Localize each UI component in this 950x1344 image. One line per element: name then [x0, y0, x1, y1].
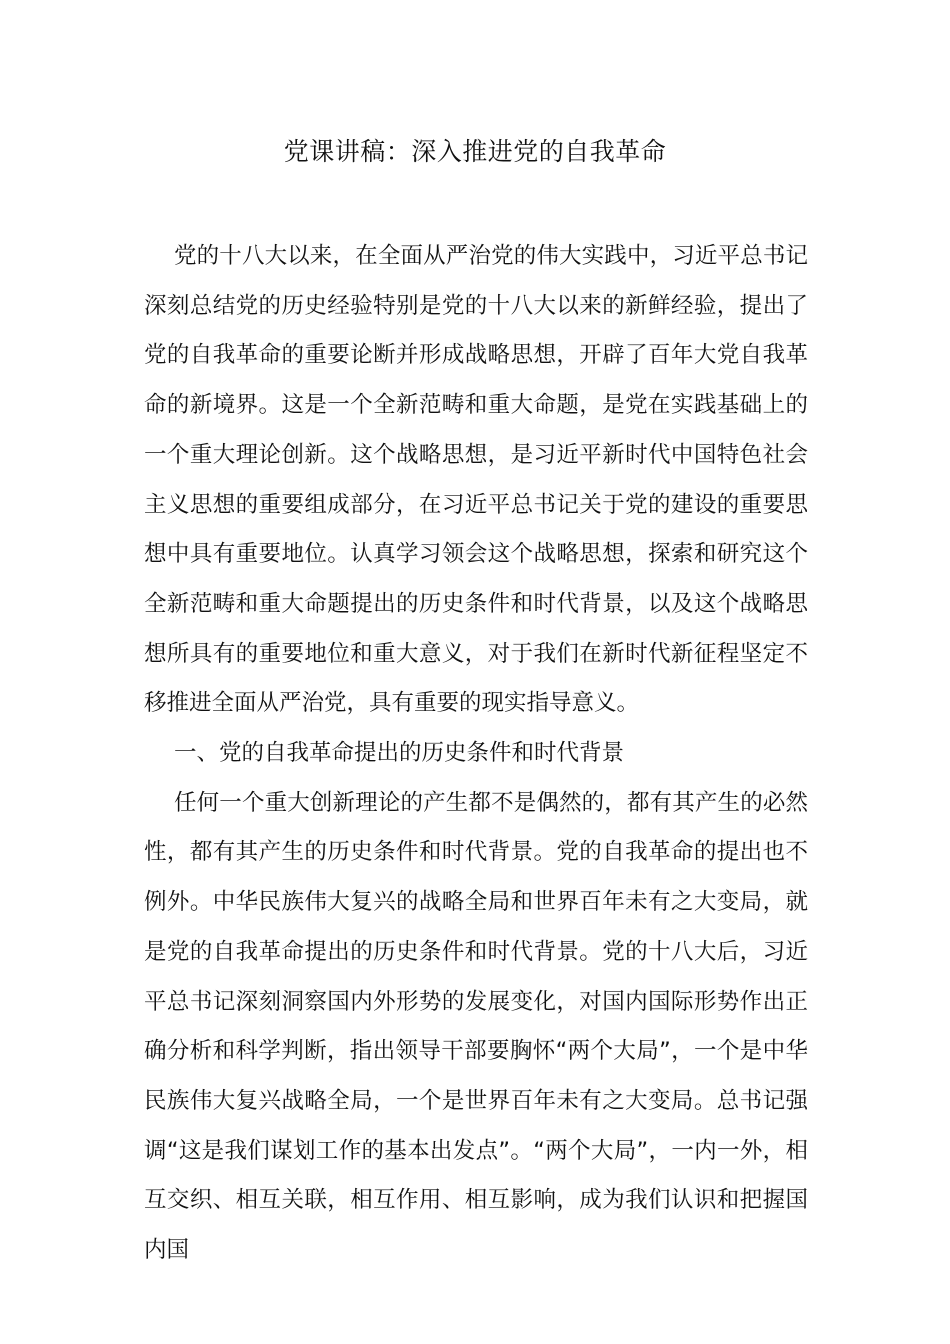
- intro-paragraph: 党的十八大以来，在全面从严治党的伟大实践中，习近平总书记深刻总结党的历史经验特别是党的十八大以来的新鲜经验，提出了党的自我革命的重要论断并形成战略思想，开辟了百年大党自我革命的新境界。这是一个全新范畴和重大命题，是党在实践基础上的一个重大理论创新。这个战略思想，是习近平新时代中国特色社会主义思想的重要组成部分，在习近平总书记关于党的建设的重要思想中具有重要地位。认真学习领会这个战略思想，探索和研究这个全新范畴和重大命题提出的历史条件和时代背景，以及这个战略思想所具有的重要地位和重大意义，对于我们在新时代新征程坚定不移推进全面从严治党，具有重要的现实指导意义。: [144, 243, 808, 717]
- document-body: [144, 232, 808, 1276]
- section-paragraph: 任何一个重大创新理论的产生都不是偶然的，都有其产生的必然性，都有其产生的历史条件和时代背景。党的自我革命的提出也不例外。中华民族伟大复兴的战略全局和世界百年未有之大变局，就是党的自我革命提出的历史条件和时代背景。党的十八大后，习近平总书记深刻洞察国内外形势的发展变化，对国内国际形势作出正确分析和科学判断，指出领导干部要胸怀“两个大局”，一个是中华民族伟大复兴战略全局，一个是世界百年未有之大变局。总书记强调“这是我们谋划工作的基本出发点”。“两个大局”，一内一外，相互交织、相互关联，相互作用、相互影响，成为我们认识和把握国内国: [144, 789, 808, 1264]
- document-title: 党课讲稿：深入推进党的自我革命: [283, 137, 667, 166]
- section-heading: 一、党的自我革命提出的历史条件和时代背景: [174, 740, 625, 767]
